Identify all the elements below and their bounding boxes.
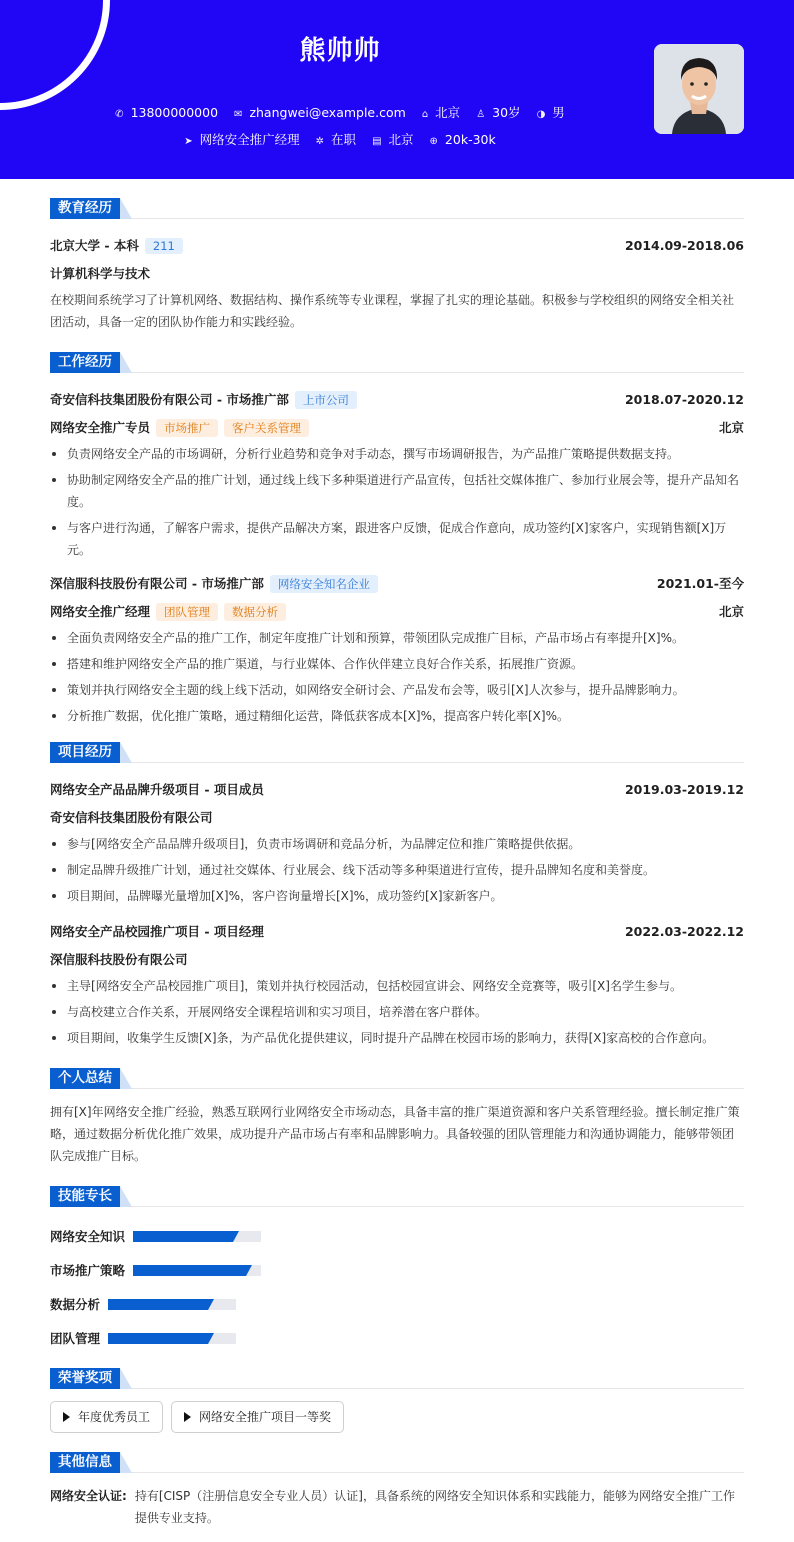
major (50, 259, 744, 287)
send-icon: ➤ (184, 136, 193, 147)
skills-section (50, 1185, 744, 1355)
avatar (654, 44, 744, 134)
mail-icon: ✉ (234, 109, 243, 120)
contact-item (234, 105, 406, 120)
summary-section (50, 1067, 744, 1167)
work-entry (50, 569, 744, 727)
contact-row-2 (0, 130, 680, 148)
work-city: 北京 (718, 420, 744, 435)
bullet-item: 项目期间，品牌曝光量增加[X]%，客户咨询量增长[X]%，成功签约[X]家新客户。 (50, 885, 744, 907)
skill-bar (133, 1265, 261, 1276)
section-title (50, 1067, 744, 1089)
bullet-item: 搭建和维护网络安全产品的推广渠道，与行业媒体、合作伙伴建立良好合作关系，拓展推广资源。 (50, 653, 744, 675)
section-label: 荣誉奖项 (50, 1368, 120, 1389)
contact-item (537, 103, 565, 121)
project-title: 网络安全产品品牌升级项目 - 项目成员 (50, 782, 264, 797)
salary-icon: ⊕ (429, 136, 438, 147)
row1-text: 30岁 (492, 105, 521, 120)
section-label: 教育经历 (50, 198, 120, 219)
resume-header (0, 0, 794, 179)
company-name: 奇安信科技集团股份有限公司 - 市场推广部 (50, 391, 289, 407)
section-label: 项目经历 (50, 742, 120, 763)
project-company-row (50, 945, 744, 973)
row1-text: 北京 (435, 105, 461, 120)
education-desc: 在校期间系统学习了计算机网络、数据结构、操作系统等专业课程，掌握了扎实的理论基础。积极参与学校组织的网络安全相关社团活动，具备一定的团队协作能力和实践经验。 (50, 293, 735, 329)
bullet-item: 制定品牌升级推广计划，通过社交媒体、行业展会、线下活动等多种渠道进行宣传，提升品牌知名度和美誉度。 (50, 859, 744, 881)
skill-fill (133, 1265, 246, 1276)
company-tag: 上市公司 (295, 391, 357, 409)
contact-row-1 (0, 103, 680, 121)
major-text: 计算机科学与技术 (50, 266, 151, 281)
bullet-item: 协助制定网络安全产品的推广计划，通过线上线下多种渠道进行产品宣传，包括社交媒体推广、参加行业展会等，提升产品知名度。 (50, 469, 744, 513)
section-label: 技能专长 (50, 1186, 120, 1207)
role-wrap (50, 418, 309, 437)
project-bullets (50, 833, 744, 907)
skill-fill (108, 1333, 208, 1344)
project-company: 奇安信科技集团股份有限公司 (50, 810, 213, 825)
contact-item (422, 103, 460, 121)
role-title: 网络安全推广经理 (50, 603, 151, 619)
section-label: 工作经历 (50, 352, 120, 373)
row2-text: 网络安全推广经理 (199, 132, 300, 147)
project-head (50, 917, 744, 945)
skill-bar (108, 1333, 236, 1344)
summary-text: 拥有[X]年网络安全推广经验，熟悉互联网行业网络安全市场动态，具备丰富的推广渠道资源和客户关系管理经验。擅长制定推广策略，通过数据分析优化推广效果，成功提升产品市场占有率和品牌影响力。具备较强的团队管理能力和沟通协调能力，能够带领团队完成推广目标。 (50, 1105, 740, 1163)
project-title: 网络安全产品校园推广项目 - 项目经理 (50, 924, 264, 939)
bullet-item: 项目期间，收集学生反馈[X]条，为产品优化提供建议，同时提升产品牌在校园市场的影响力，获得[X]家高校的合作意向。 (50, 1027, 744, 1049)
skill-fill (133, 1231, 233, 1242)
other-key: 网络安全认证: (50, 1489, 127, 1503)
project-entry (50, 917, 744, 1049)
phone-icon: ✆ (115, 109, 124, 120)
project-list (50, 775, 744, 1049)
school-name: 北京大学 - 本科 (50, 238, 139, 253)
work-head (50, 385, 744, 413)
row1-text: 男 (552, 105, 565, 120)
company-name: 深信服科技股份有限公司 - 市场推广部 (50, 575, 264, 591)
work-section (50, 351, 744, 727)
bullet-item: 主导[网络安全产品校园推广项目]，策划并执行校园活动，包括校园宣讲会、网络安全竞赛等，吸引[X]名学生参与。 (50, 975, 744, 997)
award-text: 年度优秀员工 (78, 1410, 151, 1424)
project-date: 2022.03-2022.12 (624, 923, 744, 939)
candidate-name: 熊帅帅 (299, 36, 381, 66)
awards-list (50, 1401, 744, 1433)
skill-name: 市场推广策略 (50, 1263, 126, 1278)
section-title (50, 351, 744, 373)
other-value: 持有[CISP（注册信息安全专业人员）认证]，具备系统的网络安全知识体系和实践能力，能够为网络安全推广工作提供专业支持。 (134, 1489, 735, 1525)
bullet-item: 与客户进行沟通，了解客户需求，提供产品解决方案，跟进客户反馈，促成合作意向，成功签约[X]家客户，实现销售额[X]万元。 (50, 517, 744, 561)
bullet-item: 分析推广数据，优化推广策略，通过精细化运营，降低获客成本[X]%，提高客户转化率[X]%。 (50, 705, 744, 727)
skill-item (50, 1287, 403, 1321)
skill-item (50, 1219, 403, 1253)
project-date: 2019.03-2019.12 (624, 781, 744, 797)
contact-item (316, 130, 356, 148)
gender-icon: ◑ (536, 109, 546, 120)
row2-text: 北京 (388, 132, 414, 147)
section-label: 个人总结 (50, 1068, 120, 1089)
role-wrap (50, 602, 286, 621)
section-title (50, 741, 744, 763)
other-info (50, 1485, 744, 1529)
work-bullets (50, 443, 744, 561)
project-bullets (50, 975, 744, 1049)
section-label: 其他信息 (50, 1452, 120, 1473)
work-bullets (50, 627, 744, 727)
work-entry (50, 385, 744, 561)
bullet-item: 负责网络安全产品的市场调研，分析行业趋势和竞争对手动态，撰写市场调研报告，为产品推广策略提供数据支持。 (50, 443, 744, 465)
skill-name: 团队管理 (50, 1331, 101, 1346)
contact-item (372, 130, 413, 148)
project-section (50, 741, 744, 1049)
play-icon (184, 1412, 191, 1422)
contact-item (115, 105, 218, 120)
education-head (50, 231, 744, 259)
award-text: 网络安全推广项目一等奖 (199, 1410, 332, 1424)
home-icon: ⌂ (421, 109, 429, 120)
role-tag: 客户关系管理 (224, 419, 309, 437)
work-role-row (50, 413, 744, 441)
bullet-item: 策划并执行网络安全主题的线上线下活动，如网络安全研讨会、产品发布会等，吸引[X]人次参与，提升品牌影响力。 (50, 679, 744, 701)
contact-item (476, 103, 520, 121)
skill-bar (108, 1299, 236, 1310)
row1-text: 13800000000 (130, 105, 219, 120)
work-company-wrap (50, 574, 378, 593)
section-title (50, 197, 744, 219)
skill-item (50, 1321, 403, 1355)
bullet-item: 参与[网络安全产品品牌升级项目]，负责市场调研和竞品分析，为品牌定位和推广策略提供依据。 (50, 833, 744, 855)
project-company: 深信服科技股份有限公司 (50, 952, 188, 967)
role-tag: 数据分析 (224, 603, 286, 621)
work-company-wrap (50, 390, 357, 409)
project-entry (50, 775, 744, 907)
building-icon: ▤ (372, 136, 382, 147)
row1-text: zhangwei@example.com (249, 105, 406, 120)
other-section (50, 1451, 744, 1529)
work-role-row (50, 597, 744, 625)
role-tag: 团队管理 (156, 603, 218, 621)
skill-item (50, 1253, 403, 1287)
award-badge (50, 1401, 163, 1433)
section-title (50, 1367, 744, 1389)
education-date: 2014.09-2018.06 (624, 237, 744, 253)
bullet-item: 与高校建立合作关系，开展网络安全课程培训和实习项目，培养潜在客户群体。 (50, 1001, 744, 1023)
awards-section (50, 1367, 744, 1433)
skill-fill (108, 1299, 208, 1310)
age-icon: ♙ (476, 109, 486, 120)
contact-item (184, 130, 299, 148)
role-tag: 市场推广 (156, 419, 218, 437)
play-icon (63, 1412, 70, 1422)
row2-text: 20k-30k (444, 132, 496, 147)
project-head (50, 775, 744, 803)
skills-list (50, 1219, 744, 1355)
work-date: 2021.01-至今 (656, 576, 744, 591)
work-date: 2018.07-2020.12 (624, 391, 744, 407)
skill-bar (133, 1231, 261, 1242)
skill-name: 网络安全知识 (50, 1229, 126, 1244)
section-title (50, 1185, 744, 1207)
work-head (50, 569, 744, 597)
work-city: 北京 (718, 604, 744, 619)
award-badge (171, 1401, 344, 1433)
row2-text: 在职 (331, 132, 357, 147)
project-company-row (50, 803, 744, 831)
section-title (50, 1451, 744, 1473)
education-section (50, 197, 744, 333)
work-list (50, 385, 744, 727)
skill-name: 数据分析 (50, 1297, 101, 1312)
status-icon: ✲ (315, 136, 325, 147)
school-tag: 211 (145, 238, 183, 254)
role-title: 网络安全推广专员 (50, 419, 151, 435)
resume-body (0, 197, 794, 1529)
bullet-item: 全面负责网络安全产品的推广工作，制定年度推广计划和预算，带领团队完成推广目标，产品市场占有率提升[X]%。 (50, 627, 744, 649)
contact-item (430, 132, 496, 147)
company-tag: 网络安全知名企业 (270, 575, 378, 593)
